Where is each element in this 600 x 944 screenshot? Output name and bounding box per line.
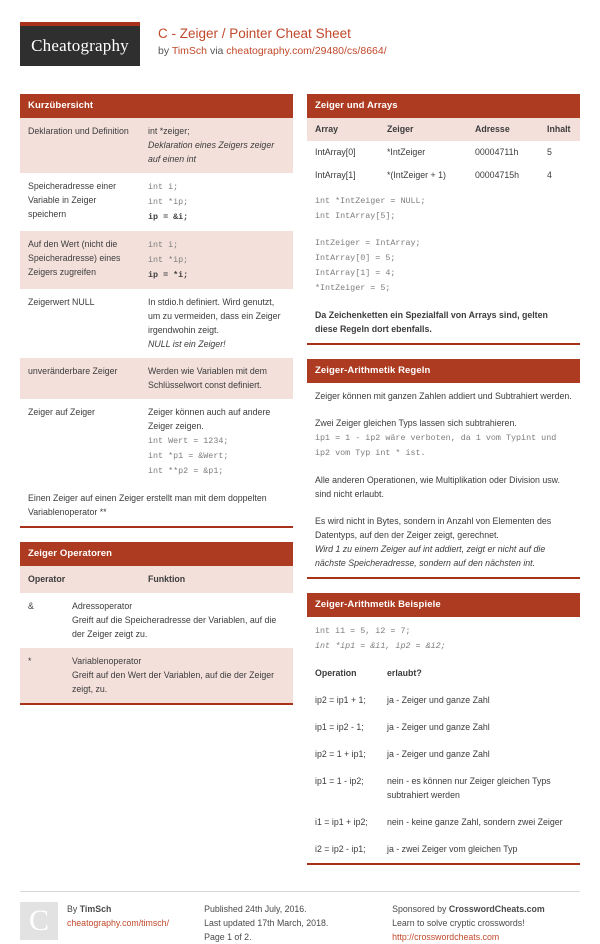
rule-item: Zeiger können mit ganzen Zahlen addiert und Subtrahiert werden. (315, 391, 572, 401)
code-line: int Wert = 1234; (148, 436, 229, 446)
sponsor-name[interactable]: CrosswordCheats.com (448, 904, 545, 914)
author-info (67, 902, 169, 940)
column-header: Adresse (475, 124, 510, 134)
code-block (307, 617, 580, 660)
avatar: C (20, 902, 58, 940)
profile-link[interactable]: cheatography.com/timsch/ (67, 918, 170, 928)
code-line: ip = &i; (148, 212, 189, 222)
column-header: Operation (315, 668, 357, 678)
card-title: Zeiger-Arithmetik Regeln (307, 359, 580, 383)
card-title: Zeiger-Arithmetik Beispiele (307, 593, 580, 617)
author-name: TimSch (79, 904, 112, 914)
table-row (20, 358, 293, 399)
code-line: int *p1 = &Wert; (148, 451, 229, 461)
row-value (140, 399, 293, 485)
byline (158, 45, 387, 58)
code-line: int *zeiger; (148, 126, 190, 136)
byline-prefix: by (158, 45, 172, 57)
title-block (158, 22, 387, 58)
cell-operation: ip2 = 1 + ip1; (315, 749, 366, 759)
cell-allowed: nein - es können nur Zeiger gleichen Typs subtrahiert werden (387, 776, 551, 800)
content-columns (20, 94, 580, 879)
cell-address: 00004715h (475, 170, 520, 180)
left-column (20, 94, 293, 879)
rule-line: Zwei Zeiger gleichen Typs lassen sich subtrahieren. (315, 418, 517, 428)
column-header: Inhalt (547, 124, 571, 134)
table-header-row (20, 566, 293, 593)
rule-code-line: ip1 = 1 - ip2 wäre verboten, da 1 vom Typint und ip2 vom Typ int * ist. (315, 433, 557, 458)
row-value (140, 231, 293, 289)
code-line: IntZeiger = IntArray; (315, 238, 421, 248)
code-line: int *ip; (148, 255, 189, 265)
table-row (307, 768, 580, 809)
footer-sponsor-block (392, 891, 580, 944)
cell-pointer: *IntZeiger (387, 147, 426, 157)
description-line: In stdio.h definiert. Wird genutzt, um zu vermeiden, dass ein Zeiger irgendwohin zeigt. (148, 297, 281, 335)
row-key: Auf den Wert (nicht die Speicheradresse) eines Zeigers zugreifen (28, 239, 121, 277)
card-arithmetik-regeln (307, 359, 580, 579)
right-column (307, 94, 580, 879)
row-key: unveränderbare Zeiger (28, 366, 118, 376)
table-row (307, 714, 580, 741)
byline-via: via (207, 45, 227, 57)
row-value: Werden wie Variablen mit dem Schlüsselwort const definiert. (148, 366, 267, 390)
column-header: Operator (28, 574, 66, 584)
row-value (140, 289, 293, 358)
card-note: Einen Zeiger auf einen Zeiger erstellt man mit dem doppelten Variablenoperator ** (28, 493, 267, 517)
code-line: *IntZeiger = 5; (315, 283, 391, 293)
operator-name: Variablenoperator (72, 656, 142, 666)
cheatography-logo[interactable] (20, 22, 140, 66)
table-row (20, 118, 293, 173)
code-spacer (315, 223, 572, 235)
operator-symbol: & (28, 601, 34, 611)
table-row (307, 687, 580, 714)
updated-date: Last updated 17th March, 2018. (204, 918, 329, 928)
cell-operation: i2 = ip2 - ip1; (315, 844, 366, 854)
cell-content: 5 (547, 147, 552, 157)
table-row (307, 141, 580, 164)
card-kurzuebersicht (20, 94, 293, 528)
operator-name: Adressoperator (72, 601, 133, 611)
rule-item: Alle anderen Operationen, wie Multiplikation oder Division usw. sind nicht erlaubt. (315, 475, 560, 499)
cell-array: IntArray[0] (315, 147, 356, 157)
by-label: By (67, 904, 80, 914)
operator-symbol: * (28, 656, 32, 666)
page-header (20, 22, 580, 80)
table-header-row (307, 118, 580, 141)
card-arithmetik-beispiele (307, 593, 580, 865)
card-title: Kurzübersicht (20, 94, 293, 118)
table-row (307, 741, 580, 768)
note-line: Deklaration eines Zeigers zeiger auf einen int (148, 140, 275, 164)
cell-operation: ip1 = 1 - ip2; (315, 776, 364, 786)
table-row (20, 399, 293, 485)
code-line: IntArray[1] = 4; (315, 268, 396, 278)
code-block (307, 187, 580, 302)
code-line: int *ip; (148, 197, 189, 207)
sponsor-link[interactable]: http://crosswordcheats.com (392, 932, 500, 942)
code-line: int *IntZeiger = NULL; (315, 196, 426, 206)
code-line: int *ip1 = &i1, ip2 = &i2; (315, 641, 446, 651)
table-row (307, 836, 580, 863)
card-zeiger-und-arrays (307, 94, 580, 345)
rule-item (307, 508, 580, 577)
table-row (307, 809, 580, 836)
table-row (20, 648, 293, 703)
cell-address: 00004711h (475, 147, 519, 157)
operator-desc: Greift auf den Wert der Variablen, auf die der Zeiger zeigt, zu. (72, 670, 275, 694)
column-header: erlaubt? (387, 668, 422, 678)
card-note: Da Zeichenketten ein Spezialfall von Arrays sind, gelten diese Regeln dort ebenfalls. (315, 310, 548, 334)
row-value (140, 173, 293, 231)
table-row (20, 593, 293, 648)
sponsor-line (392, 902, 580, 916)
page-number: Page 1 of 2. (204, 932, 252, 942)
code-line: ip = *i; (148, 270, 189, 280)
row-key: Zeiger auf Zeiger (28, 407, 95, 417)
description-line: Zeiger können auch auf andere Zeiger zeigen. (148, 407, 271, 431)
rule-line: Es wird nicht in Bytes, sondern in Anzahl von Elementen des Datentyps, auf den der Zeiger zeigt, gerechnet. (315, 516, 552, 540)
table-row (20, 173, 293, 231)
operator-desc: Greift auf die Speicheradresse der Variablen, auf die der Zeiger zeigt zu. (72, 615, 277, 639)
cell-array: IntArray[1] (315, 170, 356, 180)
table-row (307, 164, 580, 187)
cell-allowed: ja - Zeiger und ganze Zahl (387, 749, 490, 759)
cell-content: 4 (547, 170, 552, 180)
code-line: int IntArray[5]; (315, 211, 396, 221)
card-title: Zeiger und Arrays (307, 94, 580, 118)
footer-publish-block (204, 891, 392, 944)
page-footer (20, 891, 580, 944)
code-line: IntArray[0] = 5; (315, 253, 396, 263)
table-row (20, 289, 293, 358)
code-line: int i; (148, 182, 179, 192)
table-header-row (307, 660, 580, 687)
row-value (64, 648, 293, 703)
cell-allowed: ja - zwei Zeiger vom gleichen Typ (387, 844, 518, 854)
row-value (140, 118, 293, 173)
cell-operation: i1 = ip1 + ip2; (315, 817, 368, 827)
source-url-link[interactable]: cheatography.com/29480/cs/8664/ (226, 45, 387, 57)
cell-operation: ip2 = ip1 + 1; (315, 695, 366, 705)
rule-item (307, 410, 580, 467)
author-link[interactable]: TimSch (171, 45, 208, 57)
card-title: Zeiger Operatoren (20, 542, 293, 566)
column-header: Zeiger (387, 124, 414, 134)
logo-text: Cheatography (20, 26, 140, 66)
cell-allowed: ja - Zeiger und ganze Zahl (387, 722, 490, 732)
cell-pointer: *(IntZeiger + 1) (387, 170, 446, 180)
card-zeiger-operatoren (20, 542, 293, 705)
published-date: Published 24th July, 2016. (204, 904, 307, 914)
code-line: int **p2 = &p1; (148, 466, 224, 476)
column-header: Array (315, 124, 338, 134)
cell-allowed: nein - keine ganze Zahl, sondern zwei Zeiger (387, 817, 563, 827)
cell-allowed: ja - Zeiger und ganze Zahl (387, 695, 490, 705)
sponsored-prefix: Sponsored by (392, 904, 449, 914)
row-key: Speicheradresse einer Variable in Zeiger speichern (28, 181, 117, 219)
cell-operation: ip1 = ip2 - 1; (315, 722, 364, 732)
sponsor-tagline: Learn to solve cryptic crosswords! (392, 918, 525, 928)
code-line: int i; (148, 240, 179, 250)
rule-note-line: Wird 1 zu einem Zeiger auf int addiert, zeigt er nicht auf die nächste Speicheradresse, sondern auf den nächsten int. (315, 544, 546, 568)
table-row (20, 231, 293, 289)
page-title: C - Zeiger / Pointer Cheat Sheet (158, 26, 351, 41)
code-line: int i1 = 5, i2 = 7; (315, 626, 411, 636)
note-line: NULL ist ein Zeiger! (148, 339, 226, 349)
footer-author-block (20, 891, 204, 944)
row-key: Zeigerwert NULL (28, 297, 95, 307)
column-header: Funktion (148, 574, 186, 584)
row-value (64, 593, 293, 648)
row-key: Deklaration und Definition (28, 126, 129, 136)
